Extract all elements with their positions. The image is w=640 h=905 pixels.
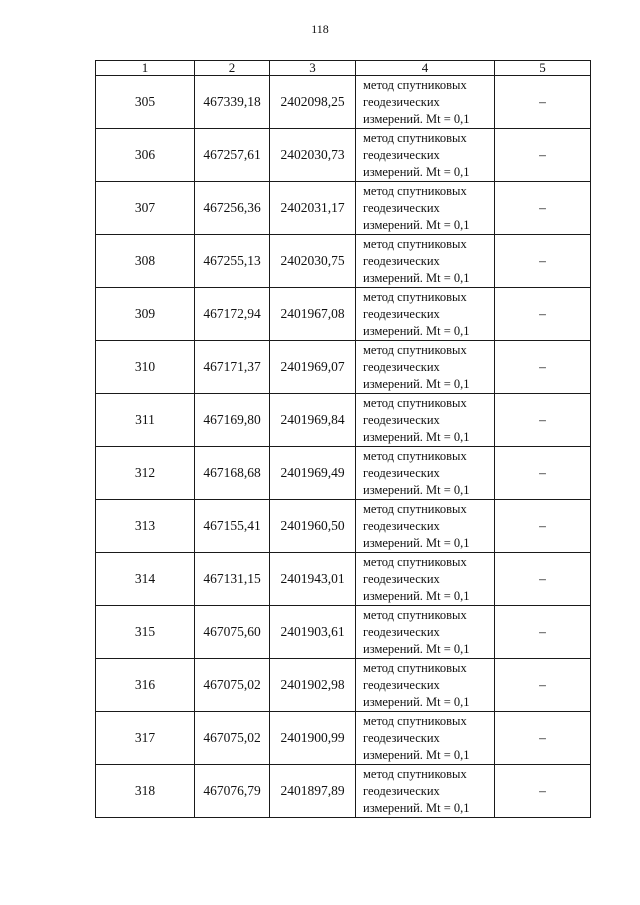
method-cell <box>356 341 495 394</box>
column-5-cell: – <box>495 341 591 394</box>
method-line: измерений. Mt = 0,1 <box>363 429 470 444</box>
method-line: измерений. Mt = 0,1 <box>363 482 470 497</box>
method-cell <box>356 288 495 341</box>
column-5-cell: – <box>495 659 591 712</box>
method-line: метод спутниковых <box>363 448 467 463</box>
method-cell <box>356 606 495 659</box>
table-row <box>96 553 591 606</box>
method-line: геодезических <box>363 94 440 109</box>
method-line: измерений. Mt = 0,1 <box>363 217 470 232</box>
method-line: метод спутниковых <box>363 607 467 622</box>
x-coordinate-cell: 467256,36 <box>195 182 270 235</box>
method-cell <box>356 76 495 129</box>
column-header-3: 3 <box>270 61 356 76</box>
method-line: метод спутниковых <box>363 713 467 728</box>
method-line: метод спутниковых <box>363 130 467 145</box>
x-coordinate-cell: 467075,02 <box>195 659 270 712</box>
method-line: метод спутниковых <box>363 289 467 304</box>
method-line: измерений. Mt = 0,1 <box>363 270 470 285</box>
y-coordinate-cell: 2401969,49 <box>270 447 356 500</box>
y-coordinate-cell: 2402098,25 <box>270 76 356 129</box>
method-line: метод спутниковых <box>363 554 467 569</box>
point-number-cell: 306 <box>96 129 195 182</box>
method-line: измерений. Mt = 0,1 <box>363 747 470 762</box>
x-coordinate-cell: 467171,37 <box>195 341 270 394</box>
x-coordinate-cell: 467169,80 <box>195 394 270 447</box>
column-header-5: 5 <box>495 61 591 76</box>
page-number: 118 <box>311 22 329 36</box>
method-cell <box>356 553 495 606</box>
table-row <box>96 500 591 553</box>
y-coordinate-cell: 2401967,08 <box>270 288 356 341</box>
table-row <box>96 606 591 659</box>
method-cell <box>356 129 495 182</box>
method-line: измерений. Mt = 0,1 <box>363 800 470 815</box>
method-line: геодезических <box>363 730 440 745</box>
x-coordinate-cell: 467255,13 <box>195 235 270 288</box>
column-5-cell: – <box>495 288 591 341</box>
column-5-cell: – <box>495 394 591 447</box>
method-cell <box>356 500 495 553</box>
table-row <box>96 712 591 765</box>
x-coordinate-cell: 467155,41 <box>195 500 270 553</box>
method-line: метод спутниковых <box>363 660 467 675</box>
x-coordinate-cell: 467075,60 <box>195 606 270 659</box>
table-row <box>96 659 591 712</box>
method-line: геодезических <box>363 783 440 798</box>
table-row <box>96 235 591 288</box>
column-header-1: 1 <box>96 61 195 76</box>
point-number-cell: 316 <box>96 659 195 712</box>
x-coordinate-cell: 467172,94 <box>195 288 270 341</box>
method-line: геодезических <box>363 412 440 427</box>
method-cell <box>356 712 495 765</box>
y-coordinate-cell: 2401969,07 <box>270 341 356 394</box>
column-header-2: 2 <box>195 61 270 76</box>
coordinates-table <box>95 60 591 818</box>
point-number-cell: 314 <box>96 553 195 606</box>
y-coordinate-cell: 2401969,84 <box>270 394 356 447</box>
point-number-cell: 307 <box>96 182 195 235</box>
table-row <box>96 129 591 182</box>
column-5-cell: – <box>495 712 591 765</box>
method-line: геодезических <box>363 677 440 692</box>
column-5-cell: – <box>495 76 591 129</box>
x-coordinate-cell: 467076,79 <box>195 765 270 818</box>
method-cell <box>356 182 495 235</box>
column-5-cell: – <box>495 500 591 553</box>
column-5-cell: – <box>495 235 591 288</box>
method-line: измерений. Mt = 0,1 <box>363 323 470 338</box>
method-line: геодезических <box>363 465 440 480</box>
table-row <box>96 765 591 818</box>
method-line: измерений. Mt = 0,1 <box>363 694 470 709</box>
method-line: геодезических <box>363 306 440 321</box>
table-row <box>96 76 591 129</box>
method-line: геодезических <box>363 200 440 215</box>
y-coordinate-cell: 2402031,17 <box>270 182 356 235</box>
column-5-cell: – <box>495 129 591 182</box>
method-cell <box>356 659 495 712</box>
method-cell <box>356 394 495 447</box>
column-5-cell: – <box>495 606 591 659</box>
point-number-cell: 317 <box>96 712 195 765</box>
column-header-4: 4 <box>356 61 495 76</box>
column-5-cell: – <box>495 182 591 235</box>
method-line: метод спутниковых <box>363 77 467 92</box>
method-line: метод спутниковых <box>363 395 467 410</box>
table-row <box>96 182 591 235</box>
method-line: измерений. Mt = 0,1 <box>363 588 470 603</box>
method-line: метод спутниковых <box>363 766 467 781</box>
method-cell <box>356 765 495 818</box>
method-line: геодезических <box>363 147 440 162</box>
method-line: геодезических <box>363 518 440 533</box>
y-coordinate-cell: 2401902,98 <box>270 659 356 712</box>
method-line: измерений. Mt = 0,1 <box>363 376 470 391</box>
point-number-cell: 318 <box>96 765 195 818</box>
method-line: метод спутниковых <box>363 342 467 357</box>
y-coordinate-cell: 2401943,01 <box>270 553 356 606</box>
method-line: измерений. Mt = 0,1 <box>363 535 470 550</box>
x-coordinate-cell: 467339,18 <box>195 76 270 129</box>
point-number-cell: 308 <box>96 235 195 288</box>
method-line: геодезических <box>363 571 440 586</box>
y-coordinate-cell: 2402030,73 <box>270 129 356 182</box>
column-5-cell: – <box>495 765 591 818</box>
table-body <box>96 76 591 818</box>
method-line: метод спутниковых <box>363 183 467 198</box>
y-coordinate-cell: 2402030,75 <box>270 235 356 288</box>
point-number-cell: 310 <box>96 341 195 394</box>
method-cell <box>356 235 495 288</box>
method-line: геодезических <box>363 359 440 374</box>
point-number-cell: 305 <box>96 76 195 129</box>
y-coordinate-cell: 2401960,50 <box>270 500 356 553</box>
x-coordinate-cell: 467257,61 <box>195 129 270 182</box>
method-line: измерений. Mt = 0,1 <box>363 111 470 126</box>
y-coordinate-cell: 2401903,61 <box>270 606 356 659</box>
x-coordinate-cell: 467131,15 <box>195 553 270 606</box>
point-number-cell: 312 <box>96 447 195 500</box>
table-row <box>96 394 591 447</box>
x-coordinate-cell: 467168,68 <box>195 447 270 500</box>
table-row <box>96 288 591 341</box>
method-line: измерений. Mt = 0,1 <box>363 641 470 656</box>
method-line: метод спутниковых <box>363 501 467 516</box>
point-number-cell: 313 <box>96 500 195 553</box>
method-line: геодезических <box>363 253 440 268</box>
y-coordinate-cell: 2401900,99 <box>270 712 356 765</box>
x-coordinate-cell: 467075,02 <box>195 712 270 765</box>
method-cell <box>356 447 495 500</box>
method-line: геодезических <box>363 624 440 639</box>
y-coordinate-cell: 2401897,89 <box>270 765 356 818</box>
point-number-cell: 311 <box>96 394 195 447</box>
point-number-cell: 309 <box>96 288 195 341</box>
point-number-cell: 315 <box>96 606 195 659</box>
table-row <box>96 341 591 394</box>
method-line: измерений. Mt = 0,1 <box>363 164 470 179</box>
method-line: метод спутниковых <box>363 236 467 251</box>
table-row <box>96 447 591 500</box>
table-header-row <box>96 61 591 76</box>
column-5-cell: – <box>495 447 591 500</box>
column-5-cell: – <box>495 553 591 606</box>
